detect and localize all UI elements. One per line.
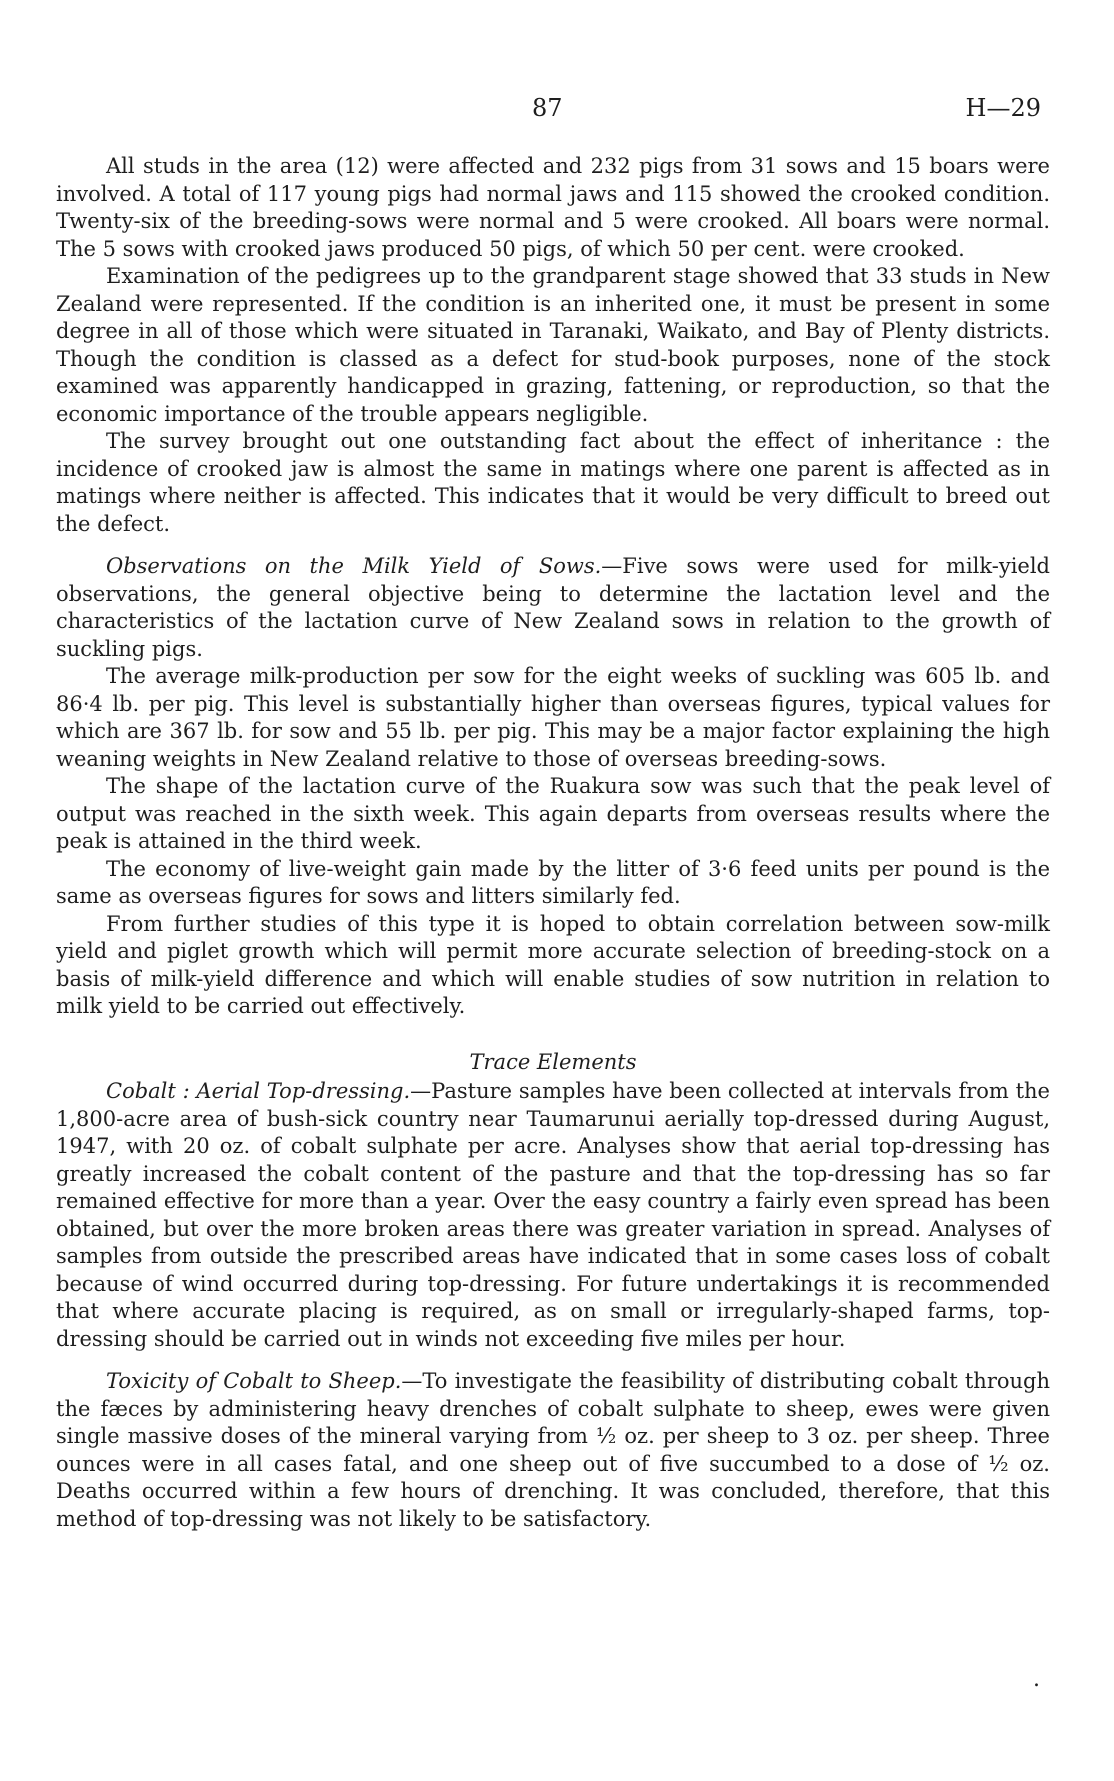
paragraph-live-weight-gain: The economy of live-weight gain made by the litter of 3·6 feed units per pound is the same as overseas figures for sows and litters similarly fed. [56, 856, 1050, 908]
page-header [0, 94, 1114, 126]
paragraph-cobalt-toxicity [56, 1368, 1050, 1533]
paragraph-further-studies: From further studies of this type it is hoped to obtain correlation between sow-milk yield and piglet growth which will permit more accurate selection of breeding-stock on a basis of milk-yield difference and which will enable studies of sow nutrition in relation to milk yield to be carried out effectively. [56, 911, 1050, 1018]
paragraph-crooked-jaw-results: All studs in the area (12) were affected and 232 pigs from 31 sows and 15 boars were involved. A total of 117 young pigs had normal jaws and 115 showed the crooked condition. Twenty-six of the breeding-sows were normal and 5 were crooked. All boars were normal. The 5 sows with crooked jaws produced 50 pigs, of which 50 per cent. were crooked. [56, 154, 1050, 261]
section-heading-trace-elements: Trace Elements [469, 1049, 637, 1074]
paragraph-milk-yield-observations [56, 553, 1050, 663]
run-in-heading-toxicity: Toxicity of Cobalt to Sheep. [106, 1369, 402, 1393]
paragraph-lactation-curve: The shape of the lactation curve of the Ruakura sow was such that the peak level of output was reached in the sixth week. This again departs from overseas results where the peak is attained in the third week. [56, 774, 1050, 853]
toxicity-text: —To investigate the feasibility of distributing cobalt through the fæces by administering heavy drenches of cobalt sulphate to sheep, ewes were given single massive doses of the mineral varying from ½ oz. per sheep to 3 oz. per sheep. Three ounces were in all cases fatal, and one sheep out of five succumbed to a dose of ½ oz. Deaths occurred within a few hours of drenching. It was concluded, therefore, that this method of top-dressing was not likely to be satisfactory. [56, 1369, 1050, 1531]
run-in-heading-milk-yield: Observations on the Milk Yield of Sows. [106, 554, 602, 578]
body-text [56, 153, 1050, 1533]
paragraph-inheritance-survey: The survey brought out one outstanding fact about the effect of inheritance : the incidence of crooked jaw is almost the same in matings where one parent is affected as in matings where neither is affected. This indicates that it would be very difficult to breed out the defect. [56, 429, 1050, 536]
run-in-heading-cobalt: Cobalt : Aerial Top-dressing. [106, 1079, 411, 1103]
paragraph-milk-production: The average milk-production per sow for the eight weeks of suckling was 605 lb. and 86·4 lb. per pig. This level is substantially higher than overseas figures, typical values for which are 367 lb. for sow and 55 lb. per pig. This may be a major factor explaining the high weaning weights in New Zealand relative to those of overseas breeding-sows. [56, 664, 1050, 771]
milk-yield-text: —Five sows were used for milk-yield observations, the general objective being to determine the lactation level and the characteristics of the lactation curve of New Zealand sows in relation to the growth of suckling pigs. [56, 554, 1050, 661]
cobalt-text: —Pasture samples have been collected at intervals from the 1,800-acre area of bush-sick country near Taumarunui aerially top-dressed during August, 1947, with 20 oz. of cobalt sulphate per acre. Analyses show that aerial top-dressing has greatly increased the cobalt content of the pasture and that the top-dressing has so far remained effective for more than a year. Over the easy country a fairly even spread has been obtained, but over the more broken areas there was greater variation in spread. Analyses of samples from outside the prescribed areas have indicated that in some cases loss of cobalt because of wind occurred during top-dressing. For future undertakings it is recommended that where accurate placing is required, as on small or irregularly-shaped farms, top-dressing should be carried out in winds not exceeding five miles per hour. [56, 1079, 1050, 1351]
paragraph-cobalt-aerial-topdressing [56, 1078, 1050, 1353]
stray-print-mark: . [1033, 1667, 1040, 1692]
paragraph-pedigree-examination: Examination of the pedigrees up to the grandparent stage showed that 33 studs in New Zealand were represented. If the condition is an inherited one, it must be present in some degree in all of those which were situated in Taranaki, Waikato, and Bay of Plenty districts. Though the condition is classed as a defect for stud-book purposes, none of the stock examined was apparently handicapped in grazing, fattening, or reproduction, so that the economic importance of the trouble appears negligible. [56, 264, 1050, 426]
document-reference: H—29 [965, 94, 1041, 122]
page-number: 87 [532, 94, 563, 122]
